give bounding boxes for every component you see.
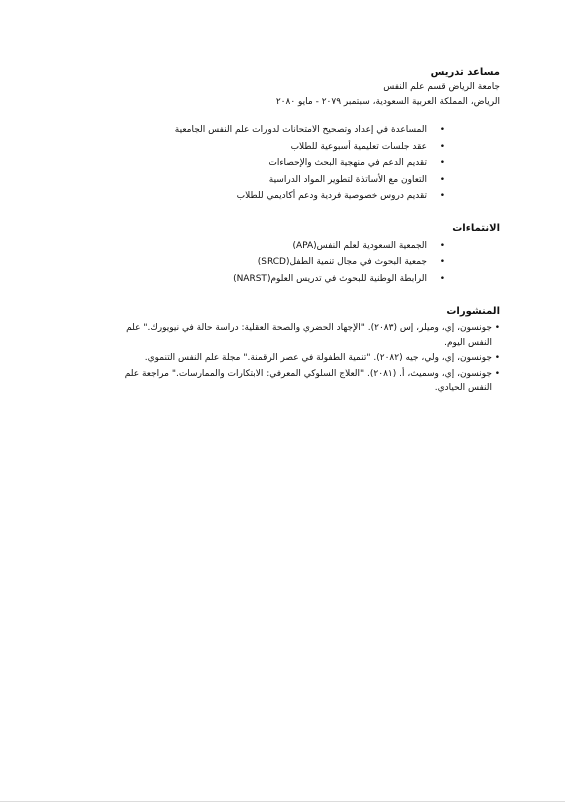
- bullet-icon: •: [494, 323, 500, 333]
- page-divider: [0, 801, 565, 802]
- memberships-heading: الانتماءات: [452, 222, 500, 234]
- bullet-icon: •: [494, 368, 500, 379]
- location-dates-line: الرياض، المملكة العربية السعودية، سبتمبر ٢٠٧٩ - مايو ٢٠٨٠: [275, 97, 500, 107]
- publication-text: جونسون، إي، وسميث، أ. (٢٠٨١). "العلاج السلوكي المعرفي: الابتكارات والممارسات." مراجعة علم النفس الحيادي.: [124, 368, 492, 393]
- memberships-list: [86, 238, 500, 288]
- bullet-icon: •: [439, 125, 445, 135]
- list-item: [116, 321, 500, 350]
- list-item: [86, 139, 500, 156]
- bullet-icon: •: [439, 158, 445, 168]
- bullet-icon: •: [439, 273, 445, 284]
- publications-list: [86, 321, 500, 396]
- bullet-icon: •: [494, 353, 500, 363]
- bullet-icon: •: [439, 191, 445, 201]
- bullet-icon: •: [439, 174, 445, 185]
- list-item: [86, 122, 500, 139]
- duties-list: [86, 122, 500, 205]
- membership-text: جمعية البحوث في مجال تنمية الطفل(SRCD): [257, 257, 427, 267]
- duty-text: التعاون مع الأساتذة لتطوير المواد الدراسية: [268, 174, 427, 185]
- bullet-icon: •: [439, 141, 445, 152]
- publication-text: جونسون، إي، وميلر، إس (٢٠٨٣). "الإجهاد الحضري والصحة العقلية: دراسة حالة في نيويورك." علم النفس اليوم.: [126, 323, 492, 348]
- institution-line: جامعة الرياض قسم علم النفس: [383, 82, 500, 92]
- publication-text: جونسون، إي، ولي، جيه (٢٠٨٢). "تنمية الطفولة في عصر الرقمنة." مجلة علم النفس التنموي.: [144, 353, 492, 363]
- list-item: [86, 271, 500, 288]
- list-item: [86, 238, 500, 255]
- duty-text: تقديم دروس خصوصية فردية ودعم أكاديمي للطلاب: [236, 191, 427, 201]
- publications-heading: المنشورات: [446, 306, 500, 317]
- list-item: [86, 172, 500, 189]
- list-item: [86, 254, 500, 271]
- list-item: [86, 188, 500, 205]
- membership-text: الجمعية السعودية لعلم النفس(APA): [292, 240, 427, 251]
- list-item: [86, 155, 500, 172]
- duty-text: تقديم الدعم في منهجية البحث والإحصاءات: [268, 158, 427, 168]
- resume-content: [86, 66, 500, 397]
- bullet-icon: •: [439, 240, 445, 251]
- job-title: مساعد تدريس: [430, 67, 500, 78]
- duty-text: المساعدة في إعداد وتصحيح الامتحانات لدورات علم النفس الجامعية: [174, 125, 427, 135]
- duty-text: عقد جلسات تعليمية أسبوعية للطلاب: [290, 141, 427, 152]
- bullet-icon: •: [439, 257, 445, 267]
- list-item: [116, 367, 500, 396]
- membership-text: الرابطة الوطنية للبحوث في تدريس العلوم(NARST): [233, 273, 427, 284]
- list-item: [116, 351, 500, 366]
